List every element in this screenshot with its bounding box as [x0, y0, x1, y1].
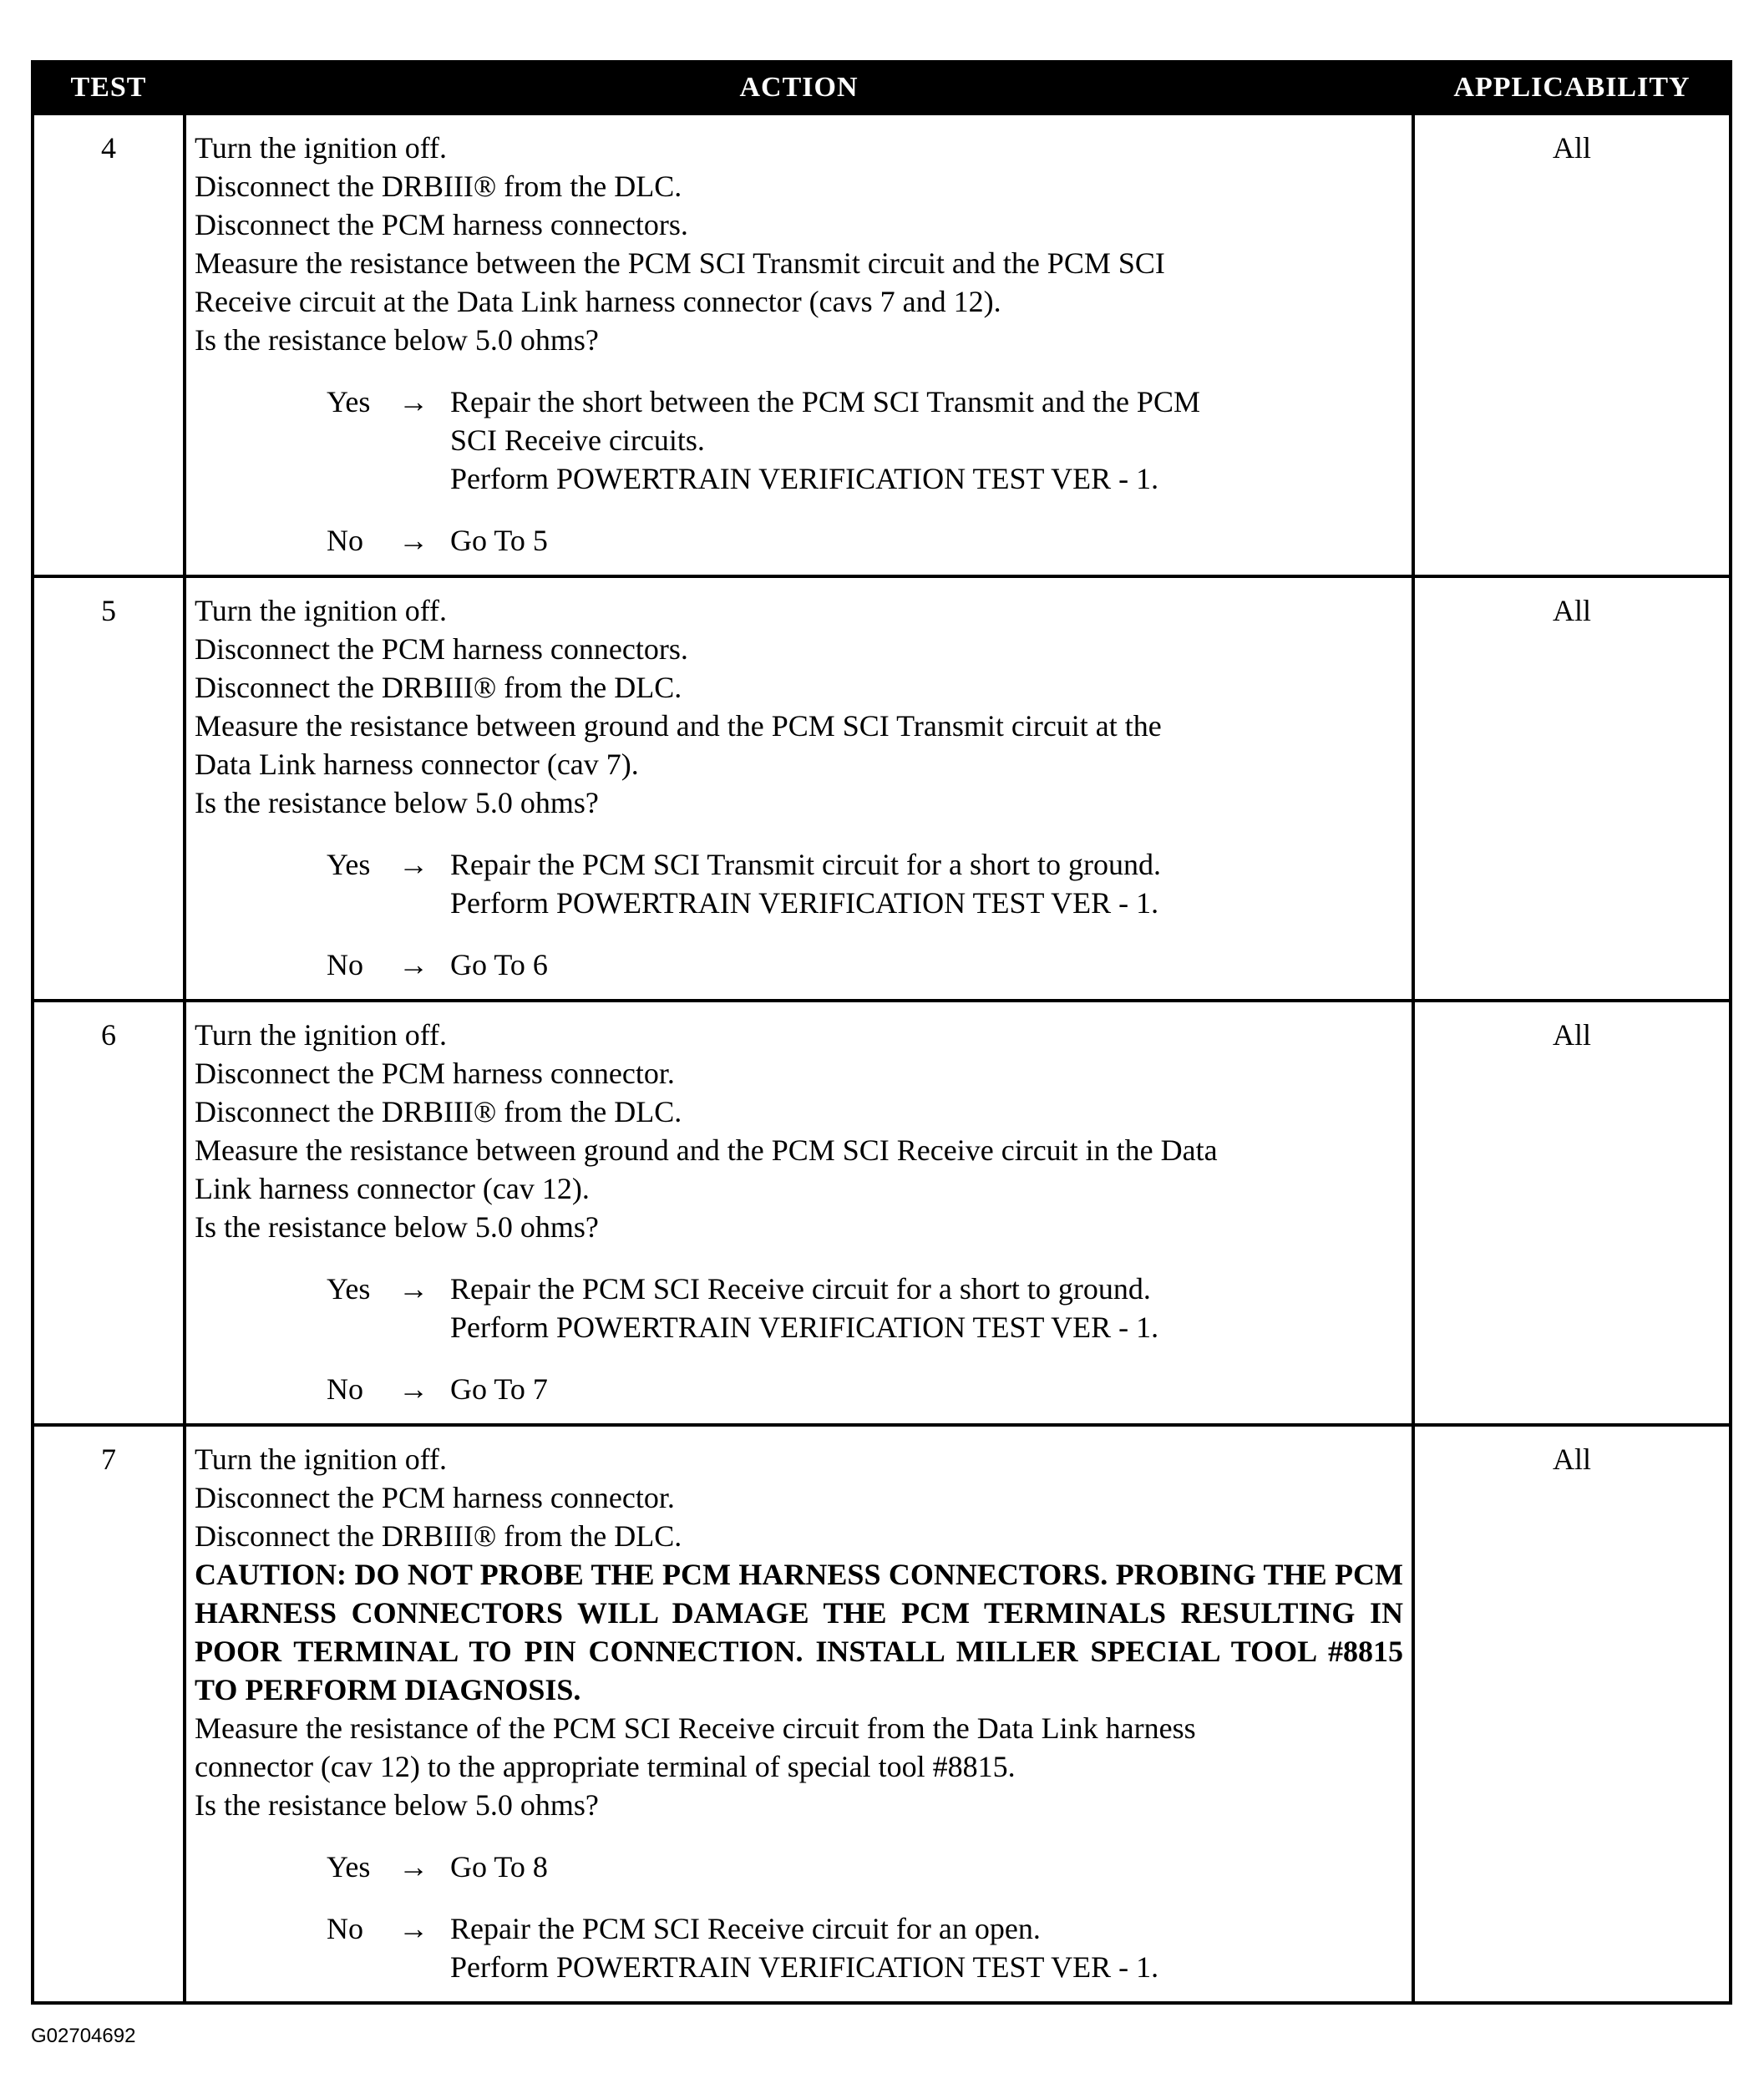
figure-id: G02704692: [31, 2025, 136, 2047]
answer-text: [450, 946, 1403, 984]
arrow-right-icon: →: [398, 524, 428, 557]
action-step: Disconnect the DRBIII® from the DLC.: [195, 1095, 682, 1128]
table-row: [33, 1001, 1731, 1425]
table-row: [33, 576, 1731, 1001]
action-step: Disconnect the DRBIII® from the DLC.: [195, 170, 682, 203]
arrow-right-icon: →: [398, 1912, 428, 1945]
answer-text: [450, 1909, 1403, 1986]
action-step: Link harness connector (cav 12).: [195, 1172, 590, 1205]
arrow-right-icon: →: [398, 1372, 428, 1406]
answer-no: [327, 1909, 1403, 1986]
arrow-right-icon: →: [398, 948, 428, 981]
answer-line: Go To 7: [450, 1372, 548, 1406]
answer-label: No: [327, 1912, 363, 1945]
action-step: Measure the resistance between ground and the PCM SCI Transmit circuit at the: [195, 709, 1162, 743]
action-cell: [185, 1425, 1413, 2003]
applicability-value: All: [1413, 1425, 1731, 2003]
table-row: [33, 1425, 1731, 2003]
applicability-value: All: [1413, 1001, 1731, 1425]
header-test: TEST: [33, 62, 185, 114]
answer-yes: [327, 383, 1403, 498]
answer-no: [327, 1370, 1403, 1408]
answer-line: Repair the PCM SCI Transmit circuit for a short to ground.: [450, 848, 1161, 881]
test-number: 7: [33, 1425, 185, 2003]
answer-text: [450, 521, 1403, 560]
answer-yes: [327, 1848, 1403, 1886]
table-header-row: [33, 62, 1731, 114]
table-body: [33, 114, 1731, 2003]
answer-label: No: [327, 948, 363, 981]
answer-no: [327, 946, 1403, 984]
action-step: Disconnect the PCM harness connector.: [195, 1057, 675, 1090]
action-step: Measure the resistance between the PCM SCI Transmit circuit and the PCM SCI: [195, 246, 1165, 280]
action-step: Disconnect the DRBIII® from the DLC.: [195, 1519, 682, 1553]
arrow-right-icon: →: [398, 1272, 428, 1306]
answer-label: Yes: [327, 1272, 371, 1306]
answer-text: [450, 1848, 1403, 1886]
caution-text: CAUTION: DO NOT PROBE THE PCM HARNESS CONNECTORS. PROBING THE PCM HARNESS CONNECTORS WILL DAMAGE THE PCM TERMINALS RESULTING IN POOR TERMINAL TO PIN CONNECTION. INSTALL MILLER SPECIAL TOOL #8815 TO PERFORM DIAGNOSIS.: [195, 1558, 1403, 1706]
applicability-value: All: [1413, 114, 1731, 576]
action-step: connector (cav 12) to the appropriate terminal of special tool #8815.: [195, 1750, 1016, 1783]
answer-yes: [327, 1270, 1403, 1346]
action-step: Is the resistance below 5.0 ohms?: [195, 1788, 599, 1822]
answer-line: Repair the PCM SCI Receive circuit for an open.: [450, 1912, 1041, 1945]
arrow-right-icon: →: [398, 1850, 428, 1884]
action-step: Disconnect the DRBIII® from the DLC.: [195, 671, 682, 704]
answer-line: Perform POWERTRAIN VERIFICATION TEST VER - 1.: [450, 462, 1159, 495]
action-step: Disconnect the PCM harness connectors.: [195, 632, 688, 666]
answer-label: No: [327, 1372, 363, 1406]
answer-line: Repair the short between the PCM SCI Transmit and the PCM: [450, 385, 1200, 418]
answer-line: Go To 5: [450, 524, 548, 557]
table-row: [33, 114, 1731, 576]
action-step: Is the resistance below 5.0 ohms?: [195, 1210, 599, 1244]
header-action: ACTION: [185, 62, 1413, 114]
answer-line: Repair the PCM SCI Receive circuit for a short to ground.: [450, 1272, 1151, 1306]
answer-line: SCI Receive circuits.: [450, 423, 705, 457]
action-step: Turn the ignition off.: [195, 1018, 448, 1052]
action-cell: [185, 114, 1413, 576]
test-number: 4: [33, 114, 185, 576]
answer-line: Go To 6: [450, 948, 548, 981]
action-step: Data Link harness connector (cav 7).: [195, 748, 639, 781]
action-step: Receive circuit at the Data Link harness connector (cavs 7 and 12).: [195, 285, 1001, 318]
answer-label: No: [327, 524, 363, 557]
action-step: Is the resistance below 5.0 ohms?: [195, 786, 599, 819]
action-step: Measure the resistance between ground and the PCM SCI Receive circuit in the Data: [195, 1133, 1218, 1167]
applicability-value: All: [1413, 576, 1731, 1001]
diagnostic-test-table: [31, 60, 1732, 2005]
action-step: Disconnect the PCM harness connectors.: [195, 208, 688, 241]
answer-line: Perform POWERTRAIN VERIFICATION TEST VER - 1.: [450, 1311, 1159, 1344]
test-number: 5: [33, 576, 185, 1001]
test-number: 6: [33, 1001, 185, 1425]
arrow-right-icon: →: [398, 848, 428, 881]
answer-text: [450, 1370, 1403, 1408]
action-step: Measure the resistance of the PCM SCI Receive circuit from the Data Link harness: [195, 1711, 1196, 1745]
action-step: Disconnect the PCM harness connector.: [195, 1481, 675, 1514]
action-cell: [185, 1001, 1413, 1425]
answer-no: [327, 521, 1403, 560]
answer-line: Go To 8: [450, 1850, 548, 1884]
answer-label: Yes: [327, 385, 371, 418]
answer-line: Perform POWERTRAIN VERIFICATION TEST VER - 1.: [450, 886, 1159, 920]
answer-text: [450, 1270, 1403, 1346]
answer-yes: [327, 845, 1403, 922]
answer-label: Yes: [327, 1850, 371, 1884]
action-step: Is the resistance below 5.0 ohms?: [195, 323, 599, 357]
action-cell: [185, 576, 1413, 1001]
answer-label: Yes: [327, 848, 371, 881]
header-applicability: APPLICABILITY: [1413, 62, 1731, 114]
answer-line: Perform POWERTRAIN VERIFICATION TEST VER - 1.: [450, 1950, 1159, 1984]
arrow-right-icon: →: [398, 385, 428, 418]
action-step: Turn the ignition off.: [195, 594, 448, 627]
answer-text: [450, 383, 1403, 498]
answer-text: [450, 845, 1403, 922]
action-step: Turn the ignition off.: [195, 1442, 448, 1476]
action-step: Turn the ignition off.: [195, 131, 448, 165]
